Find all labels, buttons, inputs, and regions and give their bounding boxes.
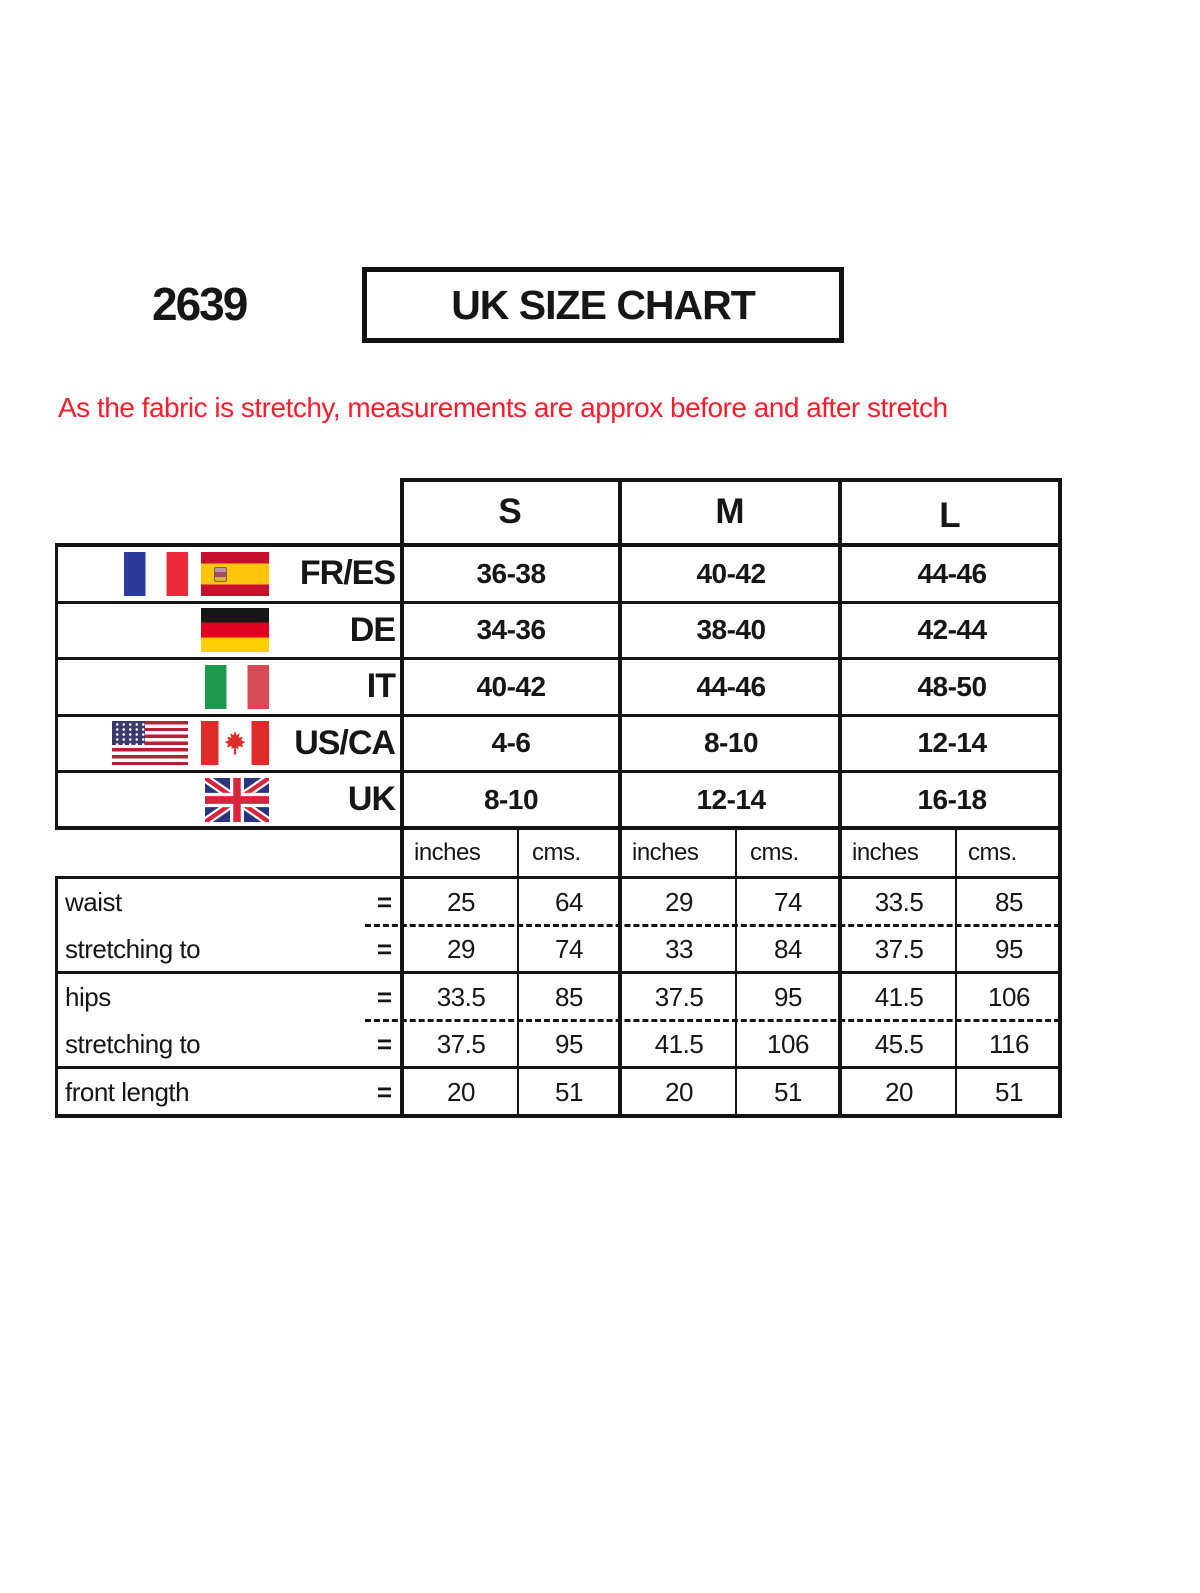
spain-flag-icon: [201, 552, 269, 596]
unit-header-inches: inches: [632, 839, 699, 866]
flag-group: [57, 778, 269, 822]
size-value: 44-46: [917, 557, 987, 589]
measurement-value: 41.5: [874, 981, 924, 1012]
measurement-value: 95: [774, 981, 802, 1012]
maple-leaf-icon: [222, 730, 248, 756]
size-value: 16-18: [917, 783, 987, 815]
table-border-line: [55, 714, 1062, 717]
equals-sign: =: [376, 934, 392, 964]
size-value: 40-42: [476, 670, 546, 702]
size-value: 4-6: [491, 727, 531, 758]
italy-flag-icon: [205, 665, 269, 709]
size-value: 8-10: [483, 783, 539, 815]
measurement-value: 33.5: [436, 981, 486, 1012]
measurement-value: 33.5: [874, 886, 924, 917]
measurement-value: 116: [989, 1029, 1029, 1059]
size-value: 34-36: [476, 614, 546, 645]
size-col-header-m: M: [715, 491, 745, 531]
unit-header-cms: cms.: [532, 839, 581, 866]
measurement-value: 85: [995, 886, 1023, 917]
table-border-line: [55, 545, 58, 828]
unit-header-inches: inches: [414, 839, 481, 866]
region-row-it: [57, 660, 400, 713]
measurement-label: hips: [65, 981, 111, 1012]
flag-group: [57, 721, 269, 765]
measurement-value: 37.5: [874, 934, 924, 964]
measurement-value: 20: [447, 1076, 475, 1107]
table-border-line: [55, 657, 1062, 660]
measurement-row-hips: [57, 975, 402, 1019]
measurement-value: 95: [995, 934, 1023, 964]
region-code: FR/ES: [299, 554, 395, 592]
size-value: 8-10: [703, 727, 759, 758]
measurement-row-waist-stretch: [57, 928, 402, 971]
stretch-note: As the fabric is stretchy, measurements are approx before and after stretch: [58, 392, 948, 423]
measurement-value: 51: [555, 1076, 583, 1107]
table-border-line: [1058, 478, 1062, 1118]
region-row-us-ca: [57, 717, 400, 769]
table-border-line: [618, 478, 622, 1118]
region-row-de: [57, 604, 400, 656]
size-value: 12-14: [696, 783, 766, 815]
measurement-value: 37.5: [654, 981, 704, 1012]
measurement-value: 95: [555, 1029, 583, 1059]
measurement-label: stretching to: [65, 1029, 201, 1059]
measurement-label: front length: [65, 1076, 190, 1107]
france-flag-icon: [124, 552, 188, 596]
measurement-value: 106: [988, 981, 1030, 1012]
measurement-label: waist: [65, 886, 122, 917]
usa-canton: [112, 721, 145, 745]
page-title: UK SIZE CHART: [451, 281, 755, 328]
measurement-value: 20: [885, 1076, 913, 1107]
table-border-line: [55, 971, 1062, 974]
measurement-value: 74: [555, 934, 583, 964]
table-border-line: [55, 876, 1062, 879]
uk-flag-icon: [205, 778, 269, 822]
unit-header-cms: cms.: [968, 839, 1017, 866]
flag-group: [57, 608, 269, 652]
table-border-line: [55, 878, 58, 1118]
size-col-header-s: S: [498, 491, 522, 531]
table-border-line: [55, 1066, 1062, 1069]
measurement-value: 64: [555, 886, 583, 917]
measurement-value: 29: [665, 886, 693, 917]
flag-group: [57, 665, 269, 709]
size-value: 38-40: [696, 614, 766, 645]
table-border-line: [400, 478, 404, 1118]
measurement-value: 45.5: [874, 1029, 924, 1059]
region-code: UK: [347, 780, 395, 818]
dashed-divider-line: [365, 924, 1060, 927]
measurement-value: 106: [767, 1029, 809, 1059]
measurement-value: 41.5: [654, 1029, 704, 1059]
measurement-value: 85: [555, 981, 583, 1012]
size-value: 40-42: [696, 557, 766, 589]
equals-sign: =: [376, 1076, 392, 1107]
size-value: 42-44: [917, 614, 987, 645]
measurement-value: 74: [774, 886, 802, 917]
product-code: 2639: [152, 278, 247, 330]
table-border-line: [55, 543, 1062, 547]
measurement-label: stretching to: [65, 934, 201, 964]
spain-crest-icon: [214, 567, 227, 582]
size-value: 48-50: [917, 670, 987, 702]
table-border-line: [55, 770, 1062, 773]
equals-sign: =: [376, 886, 392, 917]
size-col-header-l: L: [939, 495, 961, 535]
measurement-value: 51: [774, 1076, 802, 1107]
title-box: [362, 267, 844, 343]
equals-sign: =: [376, 1029, 392, 1059]
union-jack-icon: [205, 778, 269, 822]
measurement-value: 25: [447, 886, 475, 917]
measurement-value: 84: [774, 934, 802, 964]
table-border-line: [55, 1114, 1062, 1118]
measurement-row-waist: [57, 880, 402, 924]
usa-flag-icon: [112, 721, 188, 765]
size-value: 44-46: [696, 670, 766, 702]
region-code: US/CA: [294, 723, 395, 762]
dashed-divider-line: [365, 1019, 1060, 1022]
canada-flag-icon: [201, 721, 269, 765]
table-border-line: [55, 826, 1062, 830]
measurement-row-hips-stretch: [57, 1023, 402, 1066]
unit-header-cms: cms.: [750, 839, 799, 866]
region-code: IT: [366, 667, 395, 705]
measurement-value: 29: [447, 934, 475, 964]
measurement-value: 20: [665, 1076, 693, 1107]
measurement-value: 51: [995, 1076, 1023, 1107]
table-border-line: [55, 601, 1062, 604]
region-row-uk: [57, 773, 400, 826]
flag-group: [57, 552, 269, 596]
measurement-value: 37.5: [436, 1029, 486, 1059]
measurement-value: 33: [665, 934, 693, 964]
unit-header-inches: inches: [852, 839, 919, 866]
germany-flag-icon: [201, 608, 269, 652]
equals-sign: =: [376, 981, 392, 1012]
size-value: 12-14: [917, 727, 987, 758]
region-code: DE: [349, 610, 395, 649]
table-border-line: [838, 478, 842, 1118]
region-row-fr-es: [57, 547, 400, 600]
size-value: 36-38: [476, 557, 546, 589]
table-border-line: [400, 478, 1062, 482]
measurement-row-front-length: [57, 1070, 402, 1114]
